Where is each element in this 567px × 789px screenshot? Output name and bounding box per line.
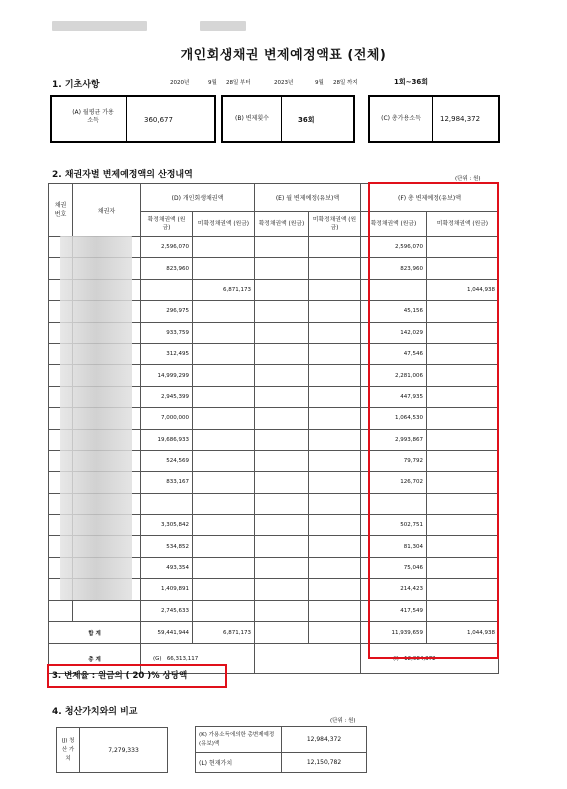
row-d-confirmed: 833,167 <box>141 472 193 493</box>
row-d-confirmed: 19,686,933 <box>141 429 193 450</box>
row-d-confirmed: 2,745,633 <box>141 600 193 621</box>
row-f-confirmed: 2,596,070 <box>361 237 427 258</box>
sum-d2: 6,871,173 <box>193 622 255 644</box>
payment-range: 1회~36회 <box>394 78 429 86</box>
row-e-confirmed <box>255 557 309 578</box>
sum-label: 합 계 <box>49 622 141 644</box>
row-f-confirmed: 1,064,530 <box>361 408 427 429</box>
row-f-confirmed: 2,993,867 <box>361 429 427 450</box>
row-e-confirmed <box>255 343 309 364</box>
row-d-confirmed: 312,495 <box>141 343 193 364</box>
row-d-confirmed: 534,852 <box>141 536 193 557</box>
row-d-unconfirmed <box>193 600 255 621</box>
row-d-unconfirmed <box>193 237 255 258</box>
l-label: (L) 현재가치 <box>196 753 282 773</box>
b-label: (B) 변제횟수 <box>235 115 269 122</box>
row-d-confirmed: 493,354 <box>141 557 193 578</box>
highlight-f-column <box>368 182 499 659</box>
total-label: 총 계 <box>49 644 141 674</box>
j-value: 7,279,333 <box>80 728 168 773</box>
row-d-confirmed: 3,305,842 <box>141 515 193 536</box>
row-e-unconfirmed <box>309 343 361 364</box>
k-value: 12,984,372 <box>282 727 367 753</box>
row-e-confirmed <box>255 386 309 407</box>
row-e-unconfirmed <box>309 515 361 536</box>
row-e-confirmed <box>255 365 309 386</box>
row-d-unconfirmed: 6,871,173 <box>193 279 255 300</box>
total-i-value: 12,984,372 <box>404 655 436 662</box>
row-f-unconfirmed: 1,044,938 <box>427 279 499 300</box>
d-unconfirmed-header: 미확정채권액 (원금) <box>193 212 255 237</box>
section2-heading: 2. 채권자별 변제예정액의 산정내역 <box>52 170 193 180</box>
end-year: 2023년 <box>274 80 294 86</box>
row-d-unconfirmed <box>193 365 255 386</box>
sum-f1: 11,939,659 <box>361 622 427 644</box>
row-d-unconfirmed <box>193 536 255 557</box>
c-label: (C) 총가용소득 <box>381 115 421 122</box>
row-d-confirmed: 14,999,299 <box>141 365 193 386</box>
row-d-confirmed: 524,569 <box>141 450 193 471</box>
row-d-unconfirmed <box>193 515 255 536</box>
section2-unit: (단위 : 원) <box>455 176 481 182</box>
repayment-rate: 3. 변제율 : 원금의 ( 20 )% 상당액 <box>52 671 188 681</box>
a-label: (A) 월평균 가용소득 <box>72 109 114 124</box>
d-confirmed-header: 확정채권액 (원금) <box>141 212 193 237</box>
row-d-unconfirmed <box>193 450 255 471</box>
row-e-unconfirmed <box>309 365 361 386</box>
row-d-confirmed: 933,759 <box>141 322 193 343</box>
end-day: 28일 까지 <box>333 80 358 86</box>
section4-heading: 4. 청산가치와의 비교 <box>52 707 138 717</box>
row-e-unconfirmed <box>309 258 361 279</box>
row-d-unconfirmed <box>193 386 255 407</box>
box-a <box>50 95 216 143</box>
row-d-unconfirmed <box>193 258 255 279</box>
page-title: 개인회생채권 변제예정액표 (전체) <box>180 48 387 63</box>
row-f-confirmed: 47,546 <box>361 343 427 364</box>
row-d-unconfirmed <box>193 301 255 322</box>
end-month: 9월 <box>315 80 324 86</box>
row-f-confirmed: 126,702 <box>361 472 427 493</box>
section1-heading: 1. 기초사항 <box>52 80 100 90</box>
start-day: 28일 부터 <box>226 80 251 86</box>
row-e-confirmed <box>255 600 309 621</box>
row-e-unconfirmed <box>309 279 361 300</box>
row-number <box>49 600 73 621</box>
sum-d1: 59,441,944 <box>141 622 193 644</box>
col-d-header: (D) 개인회생채권액 <box>141 184 255 212</box>
e-unconfirmed-header: 미확정채권액 (원금) <box>309 212 361 237</box>
a-value: 360,677 <box>144 116 173 124</box>
row-e-confirmed <box>255 579 309 600</box>
row-f-confirmed: 502,751 <box>361 515 427 536</box>
redacted-creditor-column <box>60 236 132 600</box>
row-e-unconfirmed <box>309 579 361 600</box>
row-d-unconfirmed <box>193 472 255 493</box>
f-confirmed-header: 확정채권액 (원금) <box>361 212 427 237</box>
row-f-confirmed: 417,549 <box>361 600 427 621</box>
row-f-confirmed: 45,156 <box>361 301 427 322</box>
row-f-confirmed: 81,304 <box>361 536 427 557</box>
total-g-value: 66,313,117 <box>166 655 199 662</box>
row-f-confirmed: 75,046 <box>361 557 427 578</box>
redacted-header-left <box>52 21 147 31</box>
total-i-prefix: (I) <box>393 655 399 662</box>
row-creditor <box>73 600 141 621</box>
row-d-confirmed: 823,960 <box>141 258 193 279</box>
b-value: 36회 <box>298 116 315 124</box>
row-e-confirmed <box>255 279 309 300</box>
row-d-unconfirmed <box>193 557 255 578</box>
comparison-table <box>195 726 367 773</box>
row-e-unconfirmed <box>309 301 361 322</box>
row-f-confirmed: 214,423 <box>361 579 427 600</box>
row-e-confirmed <box>255 450 309 471</box>
row-d-confirmed: 1,409,891 <box>141 579 193 600</box>
row-f-confirmed: 447,935 <box>361 386 427 407</box>
start-year: 2020년 <box>170 80 190 86</box>
f-unconfirmed-header: 미확정채권액 (원금) <box>427 212 499 237</box>
section4-unit: (단위 : 원) <box>330 718 356 724</box>
col-e-header: (E) 월 변제예정(유보)액 <box>255 184 361 212</box>
col-creditor-header: 채권자 <box>73 184 141 237</box>
sum-f2: 1,044,938 <box>427 622 499 644</box>
c-value: 12,984,372 <box>440 115 481 123</box>
e-confirmed-header: 확정채권액 (원금) <box>255 212 309 237</box>
row-e-confirmed <box>255 301 309 322</box>
row-e-unconfirmed <box>309 450 361 471</box>
row-e-confirmed <box>255 472 309 493</box>
row-d-confirmed: 296,975 <box>141 301 193 322</box>
row-d-unconfirmed <box>193 579 255 600</box>
start-month: 9월 <box>208 80 217 86</box>
row-d-confirmed: 2,596,070 <box>141 237 193 258</box>
liquidation-table <box>56 727 168 773</box>
k-label: (K) 가용소득에의한 총변제예정(유보)액 <box>196 727 282 753</box>
row-e-unconfirmed <box>309 536 361 557</box>
row-d-unconfirmed <box>193 429 255 450</box>
row-e-confirmed <box>255 429 309 450</box>
row-e-unconfirmed <box>309 557 361 578</box>
row-e-confirmed <box>255 258 309 279</box>
row-d-confirmed: 7,000,000 <box>141 408 193 429</box>
row-e-confirmed <box>255 322 309 343</box>
redacted-header-mid <box>200 21 246 31</box>
row-f-confirmed: 2,281,006 <box>361 365 427 386</box>
box-b <box>221 95 355 143</box>
row-d-unconfirmed <box>193 408 255 429</box>
row-f-confirmed: 142,029 <box>361 322 427 343</box>
row-e-confirmed <box>255 515 309 536</box>
row-e-unconfirmed <box>309 237 361 258</box>
row-e-unconfirmed <box>309 493 361 514</box>
row-d-unconfirmed <box>193 322 255 343</box>
row-e-unconfirmed <box>309 600 361 621</box>
row-e-unconfirmed <box>309 429 361 450</box>
row-f-confirmed: 823,960 <box>361 258 427 279</box>
row-e-confirmed <box>255 536 309 557</box>
col-no-header: 채권 번호 <box>49 184 73 237</box>
row-e-unconfirmed <box>309 386 361 407</box>
row-d-confirmed: 2,945,399 <box>141 386 193 407</box>
l-value: 12,150,782 <box>282 753 367 773</box>
total-g-prefix: (G) <box>153 655 162 662</box>
box-c <box>368 95 500 143</box>
row-f-confirmed: 79,792 <box>361 450 427 471</box>
j-label: (J) 청산 가치 <box>57 728 80 773</box>
row-e-unconfirmed <box>309 408 361 429</box>
row-e-confirmed <box>255 493 309 514</box>
row-d-unconfirmed <box>193 493 255 514</box>
row-e-confirmed <box>255 408 309 429</box>
row-d-confirmed <box>141 279 193 300</box>
col-f-header: (F) 총 변제예정(유보)액 <box>361 184 499 212</box>
row-d-confirmed <box>141 493 193 514</box>
row-e-confirmed <box>255 237 309 258</box>
row-e-unconfirmed <box>309 472 361 493</box>
row-d-unconfirmed <box>193 343 255 364</box>
row-e-unconfirmed <box>309 322 361 343</box>
